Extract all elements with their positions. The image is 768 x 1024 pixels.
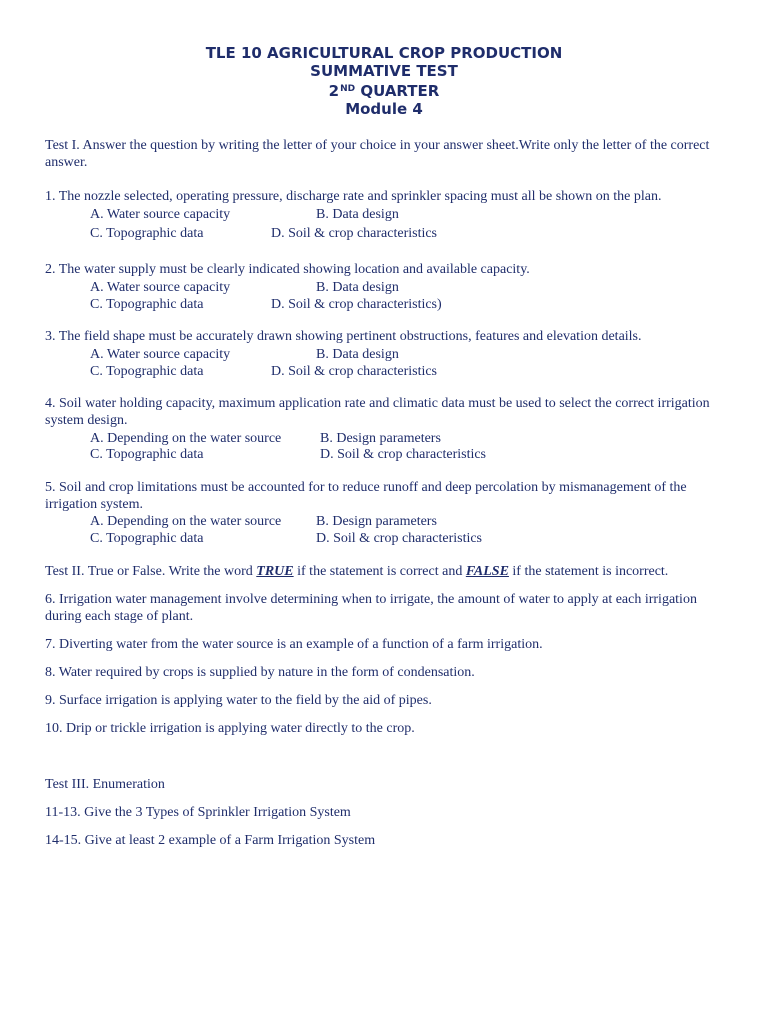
enumeration-14-15: 14-15. Give at least 2 example of a Farm Irrigation System — [45, 833, 376, 848]
test1-instruction: Test I. Answer the question by writing the letter of your choice in your answer sheet.Write only the letter of the correct answer. — [45, 138, 710, 170]
document-header — [0, 44, 768, 118]
q2-option-c: C. Topographic data — [90, 297, 204, 312]
test2-instruction-pre: Test II. True or False. Write the word — [45, 564, 253, 579]
q5-option-a: A. Depending on the water source — [90, 514, 282, 529]
q1-option-a: A. Water source capacity — [90, 207, 231, 222]
statement-6: 6. Irrigation water management involve determining when to irrigate, the amount of water to apply at each irrigation during each stage of plant. — [45, 592, 697, 624]
q1-option-c: C. Topographic data — [90, 226, 204, 241]
question-1: 1. The nozzle selected, operating pressure, discharge rate and sprinkler spacing must all be shown on the plan. — [45, 189, 662, 204]
header-module: Module 4 — [345, 100, 423, 118]
quarter-number: 2 — [328, 82, 340, 100]
q2-option-d: D. Soil & crop characteristics) — [271, 297, 442, 312]
question-5: 5. Soil and crop limitations must be accounted for to reduce runoff and deep percolation by mismanagement of the irrigation system. — [45, 480, 687, 512]
statement-7: 7. Diverting water from the water source is an example of a function of a farm irrigation. — [45, 637, 543, 652]
statement-8: 8. Water required by crops is supplied by nature in the form of condensation. — [45, 665, 475, 680]
test2-instruction-mid: if the statement is correct and — [297, 564, 463, 579]
test2-instruction — [45, 563, 725, 580]
header-title: TLE 10 AGRICULTURAL CROP PRODUCTION — [205, 44, 563, 62]
q2-option-a: A. Water source capacity — [90, 280, 231, 295]
q1-option-b: B. Data design — [316, 207, 399, 222]
q5-option-d: D. Soil & crop characteristics — [316, 531, 483, 546]
quarter-suffix: ND — [340, 84, 356, 94]
quarter-label: QUARTER — [360, 82, 440, 100]
q4-option-c: C. Topographic data — [90, 447, 204, 462]
q3-option-a: A. Water source capacity — [90, 347, 231, 362]
question-2: 2. The water supply must be clearly indicated showing location and available capacity. — [45, 262, 530, 277]
true-keyword: TRUE — [256, 564, 294, 579]
statement-9: 9. Surface irrigation is applying water to the field by the aid of pipes. — [45, 693, 432, 708]
q4-option-d: D. Soil & crop characteristics — [320, 447, 487, 462]
enumeration-11-13: 11-13. Give the 3 Types of Sprinkler Irrigation System — [45, 805, 351, 820]
statement-10: 10. Drip or trickle irrigation is applying water directly to the crop. — [45, 721, 415, 736]
header-test-type: SUMMATIVE TEST — [310, 62, 458, 80]
q3-option-b: B. Data design — [316, 347, 399, 362]
header-quarter — [0, 80, 768, 100]
false-keyword: FALSE — [465, 564, 509, 579]
q5-option-c: C. Topographic data — [90, 531, 204, 546]
q1-option-d: D. Soil & crop characteristics — [271, 226, 438, 241]
q4-option-b: B. Design parameters — [320, 431, 441, 446]
test3-title: Test III. Enumeration — [45, 777, 165, 792]
q3-option-c: C. Topographic data — [90, 364, 204, 379]
q5-option-b: B. Design parameters — [316, 514, 437, 529]
q4-option-a: A. Depending on the water source — [90, 431, 282, 446]
q2-option-b: B. Data design — [316, 280, 399, 295]
question-3: 3. The field shape must be accurately drawn showing pertinent obstructions, features and elevation details. — [45, 329, 642, 344]
q3-option-d: D. Soil & crop characteristics — [271, 364, 438, 379]
question-4: 4. Soil water holding capacity, maximum application rate and climatic data must be used to select the correct irrigation system design. — [45, 396, 710, 428]
test2-instruction-post: if the statement is incorrect. — [512, 564, 669, 579]
